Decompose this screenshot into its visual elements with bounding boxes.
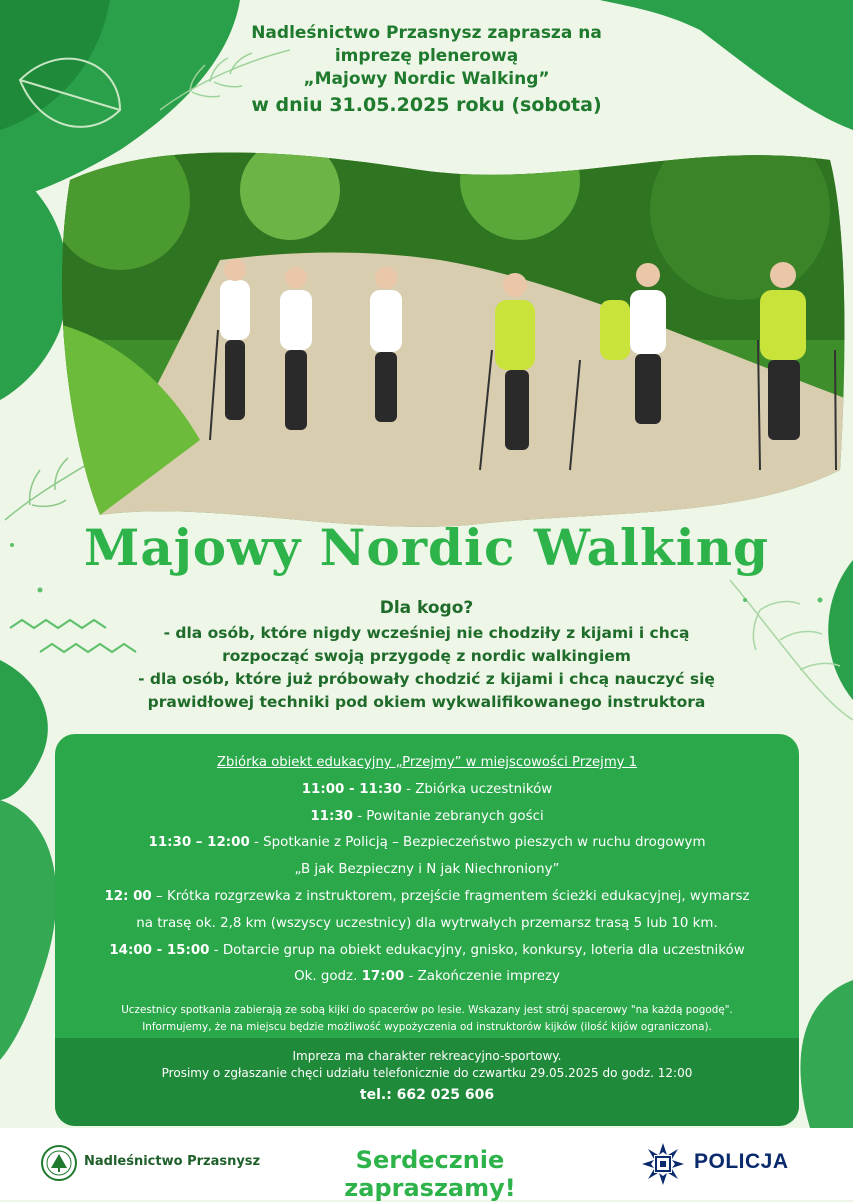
header bbox=[0, 22, 853, 119]
audience-line: - dla osób, które nigdy wcześniej nie chodziły z kijami i chcą bbox=[163, 624, 690, 642]
audience-section bbox=[100, 597, 753, 714]
schedule-text: na trasę ok. 2,8 km (wszyscy uczestnicy) dla wytrwałych przemarsz trasą 5 lub 10 km. bbox=[136, 915, 718, 931]
schedule-text: - Dotarcie grup na obiekt edukacyjny, gnisko, konkursy, loteria dla uczestników bbox=[209, 942, 745, 958]
closing-info bbox=[55, 1048, 799, 1108]
audience-line: - dla osób, które już próbowały chodzić z kijami i chcą nauczyć się bbox=[138, 670, 715, 688]
police-name: POLICJA bbox=[694, 1150, 789, 1173]
event-title: Majowy Nordic Walking bbox=[83, 518, 770, 577]
note-line: Uczestnicy spotkania zabierają ze sobą kijki do spacerów po lesie. Wskazany jest strój spacerowy "na każdą pogodę". bbox=[121, 1004, 733, 1016]
schedule-location: Zbiórka obiekt edukacyjny „Przejmy” w miejscowości Przejmy 1 bbox=[216, 755, 638, 770]
schedule-item bbox=[55, 857, 799, 884]
audience-line: prawidłowej techniki pod okiem wykwalifikowanego instruktora bbox=[147, 693, 706, 711]
schedule-text: – Krótka rozgrzewka z instruktorem, przejście fragmentem ścieżki edukacyjnej, wymarsz bbox=[151, 888, 750, 904]
schedule-item bbox=[55, 911, 799, 938]
schedule-text: - Zakończenie imprezy bbox=[404, 969, 560, 985]
schedule-item bbox=[55, 777, 799, 804]
schedule-time: 11:00 - 11:30 bbox=[301, 781, 402, 797]
schedule-item bbox=[55, 804, 799, 831]
invite-text: Serdecznie zapraszamy! bbox=[344, 1146, 516, 1202]
header-line2: imprezę plenerową bbox=[334, 46, 519, 66]
forestry-logo-icon bbox=[40, 1144, 78, 1182]
schedule-item bbox=[55, 830, 799, 857]
audience-line: rozpocząć swoją przygodę z nordic walkingiem bbox=[222, 647, 631, 665]
header-line3: „Majowy Nordic Walking” bbox=[303, 69, 550, 89]
schedule-text: „B jak Bezpieczny i N jak Niechroniony” bbox=[294, 862, 560, 878]
forestry-name: Nadleśnictwo Przasnysz bbox=[84, 1154, 261, 1169]
schedule-item bbox=[55, 884, 799, 911]
schedule-time: 17:00 bbox=[361, 969, 405, 985]
schedule-item bbox=[55, 938, 799, 965]
closing-line: Prosimy o zgłaszanie chęci udziału telefonicznie do czwartku 29.05.2025 do godz. 12:00 bbox=[161, 1066, 693, 1080]
schedule-text-prefix: Ok. godz. bbox=[294, 969, 362, 985]
participant-note bbox=[75, 1002, 779, 1036]
schedule-list bbox=[55, 750, 799, 991]
nordic-walking-photo bbox=[40, 140, 850, 530]
phone-number: tel.: 662 025 606 bbox=[359, 1087, 495, 1103]
schedule-text: - Spotkanie z Policją – Bezpieczeństwo pieszych w ruchu drogowym bbox=[249, 835, 706, 851]
schedule-time: 14:00 - 15:00 bbox=[109, 942, 210, 958]
schedule-time: 11:30 – 12:00 bbox=[148, 835, 250, 851]
schedule-panel bbox=[55, 734, 799, 1126]
schedule-time: 11:30 bbox=[310, 808, 353, 824]
footer-bar bbox=[0, 1128, 853, 1200]
header-line1: Nadleśnictwo Przasnysz zaprasza na bbox=[251, 23, 602, 43]
schedule-item bbox=[55, 964, 799, 991]
schedule-text: - Zbiórka uczestników bbox=[401, 781, 553, 797]
header-date: w dniu 31.05.2025 roku (sobota) bbox=[251, 94, 602, 116]
note-line: Informujemy, że na miejscu będzie możliwość wypożyczenia od instruktorów kijków (ilość kijów ograniczona). bbox=[142, 1021, 712, 1033]
audience-question: Dla kogo? bbox=[379, 598, 474, 618]
schedule-text: - Powitanie zebranych gości bbox=[352, 808, 544, 824]
schedule-time: 12: 00 bbox=[104, 888, 152, 904]
closing-line: Impreza ma charakter rekreacyjno-sportowy. bbox=[292, 1049, 562, 1063]
police-star-icon bbox=[640, 1141, 686, 1187]
